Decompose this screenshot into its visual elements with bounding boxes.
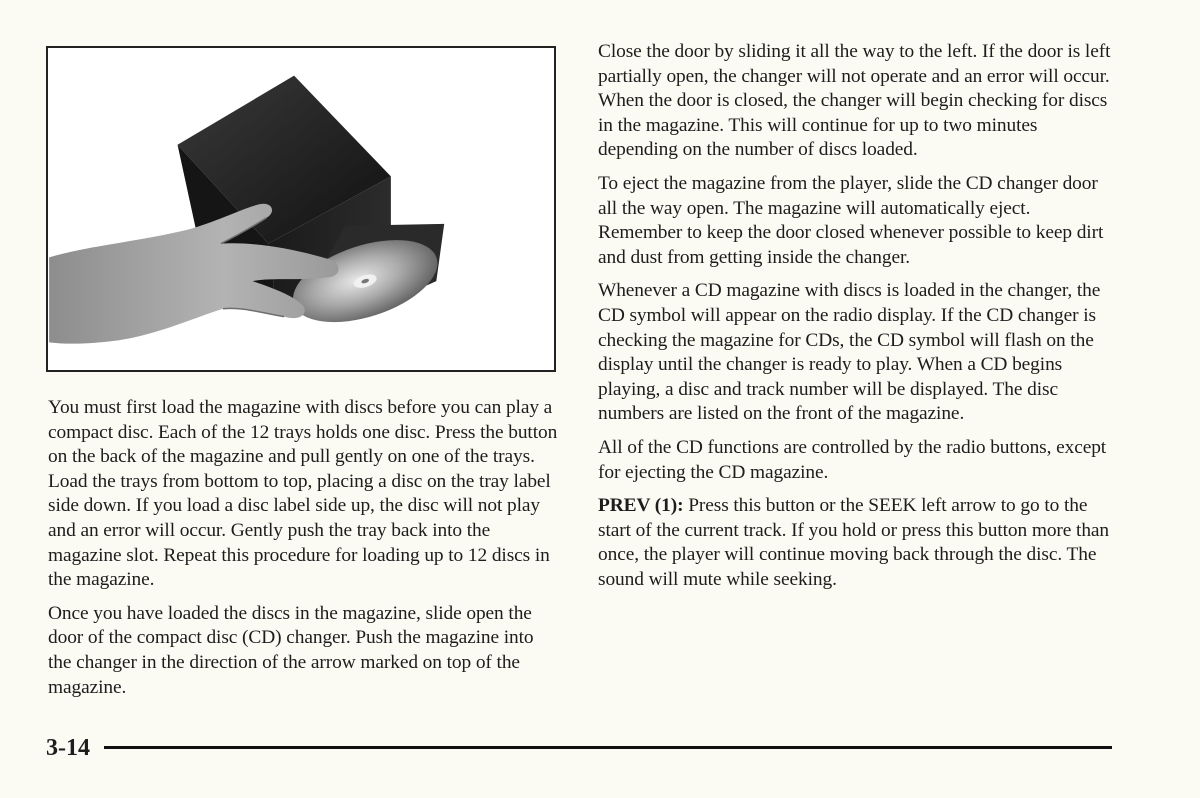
paragraph-eject-magazine: To eject the magazine from the player, slide the CD changer door all the way open. The magazine will automatically eject. Remember to keep the door closed whenever possible to keep dirt and dust from getting inside the changer. (598, 172, 1104, 268)
paragraph-insert-magazine: Once you have loaded the discs in the magazine, slide open the door of the compact disc (CD) changer. Push the magazine into the changer in the direction of the arrow marked on top of the magazine. (48, 602, 534, 698)
page-footer (46, 733, 1112, 765)
paragraph-cd-functions: All of the CD functions are controlled by the radio buttons, except for ejecting the CD magazine. (598, 436, 1107, 483)
right-text-column (598, 40, 1118, 601)
footer-rule (104, 746, 1112, 749)
prev-description: Press this button or the SEEK left arrow to go to the start of the current track. If you hold or press this button more than once, the player will continue moving back through the disc. The sound will mute while seeking. (598, 495, 1110, 590)
prev-term: PREV (1): (598, 495, 684, 517)
page-number: 3-14 (46, 735, 90, 761)
cd-magazine-photo (46, 46, 556, 372)
paragraph-close-door: Close the door by sliding it all the way to the left. If the door is left partially open, the changer will not operate and an error will occur. When the door is closed, the changer will begin checking for discs in the magazine. This will continue for up to two minutes depending on the number of discs loaded. (598, 41, 1111, 161)
left-text-column (48, 396, 558, 709)
paragraph-cd-symbol: Whenever a CD magazine with discs is loaded in the changer, the CD symbol will appear on the radio display. If the CD changer is checking the magazine for CDs, the CD symbol will flash on the display until the changer is ready to play. When a CD begins playing, a disc and track number will be displayed. The disc numbers are listed on the front of the magazine. (598, 280, 1101, 425)
cd-magazine-loading-illustration (48, 48, 554, 370)
paragraph-prev-button (598, 494, 1118, 592)
paragraph-load-magazine: You must first load the magazine with discs before you can play a compact disc. Each of the 12 trays holds one disc. Press the button on the back of the magazine and pull gently on one of the trays. Load the trays from bottom to top, placing a disc on the tray label side down. If you load a disc label side up, the disc will not play and an error will occur. Gently push the tray back into the magazine slot. Repeat this procedure for loading up to 12 discs in the magazine. (48, 397, 558, 591)
